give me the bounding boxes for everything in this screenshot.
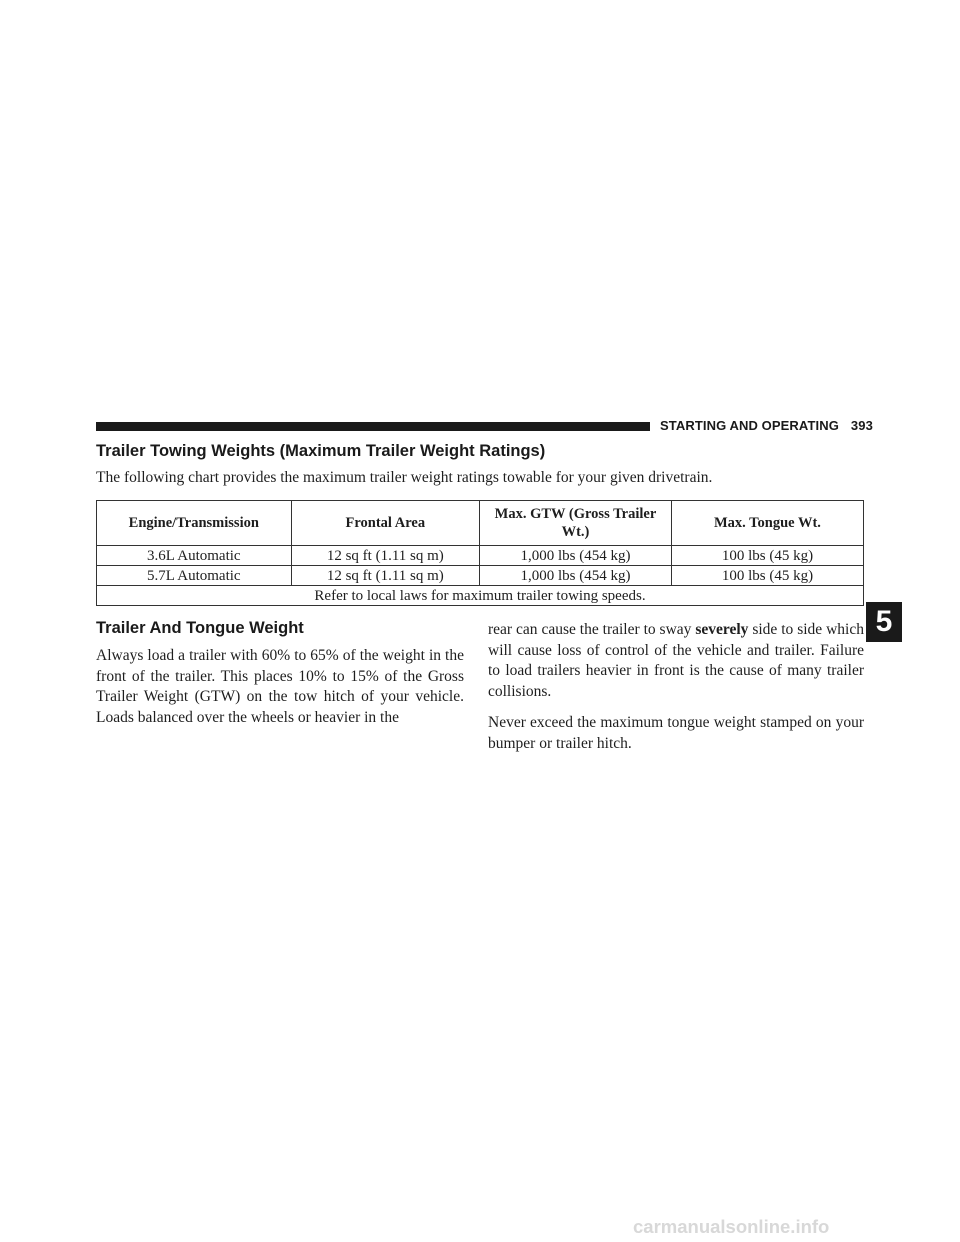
header-rule: [96, 422, 650, 431]
towing-weights-heading: Trailer Towing Weights (Maximum Trailer Weight Ratings): [96, 442, 546, 460]
table-cell: 1,000 lbs (454 kg): [480, 566, 672, 586]
tongue-weight-heading: Trailer And Tongue Weight: [96, 619, 304, 637]
table-header-cell: Frontal Area: [291, 501, 479, 546]
table-cell: 100 lbs (45 kg): [671, 546, 863, 566]
tongue-weight-paragraph-continued: [488, 620, 864, 702]
section-tab: 5: [866, 602, 902, 642]
continued-text-end: side to side which will cause loss of control of the vehicle and trailer. Failure to load trailers heavier in front is the cause of many trailer collisions.: [488, 621, 864, 700]
table-header-cell: Engine/Transmission: [97, 501, 292, 546]
watermark: carmanualsonline.info: [633, 1216, 830, 1237]
emphasis-severely: severely: [695, 621, 749, 638]
table-cell: 12 sq ft (1.11 sq m): [291, 546, 479, 566]
continued-text: rear can cause the trailer to sway: [488, 621, 696, 638]
table-cell: 100 lbs (45 kg): [671, 566, 863, 586]
page-number: 393: [850, 418, 873, 433]
trailer-weights-table: [96, 500, 864, 606]
table-row: [97, 566, 864, 586]
towing-intro-text: The following chart provides the maximum trailer weight ratings towable for your given drivetrain.: [96, 469, 713, 486]
tongue-weight-paragraph: Always load a trailer with 60% to 65% of the weight in the front of the trailer. This places 10% to 15% of the Gross Trailer Weight (GTW) on the tow hitch of your vehicle. Loads balanced over the wheels or heavier in the: [96, 647, 464, 726]
running-header: [660, 418, 873, 433]
section-title: STARTING AND OPERATING: [660, 418, 839, 433]
table-header-cell: Max. Tongue Wt.: [671, 501, 863, 546]
table-footnote: Refer to local laws for maximum trailer towing speeds.: [97, 586, 864, 606]
table-cell: 1,000 lbs (454 kg): [480, 546, 672, 566]
tongue-limit-paragraph: Never exceed the maximum tongue weight stamped on your bumper or trailer hitch.: [488, 714, 864, 752]
table-cell: 12 sq ft (1.11 sq m): [291, 566, 479, 586]
table-row: [97, 546, 864, 566]
table-header-row: [97, 501, 864, 546]
table-header-cell: Max. GTW (Gross Trailer Wt.): [480, 501, 672, 546]
table-cell: 3.6L Automatic: [97, 546, 292, 566]
table-footnote-row: [97, 586, 864, 606]
table-cell: 5.7L Automatic: [97, 566, 292, 586]
